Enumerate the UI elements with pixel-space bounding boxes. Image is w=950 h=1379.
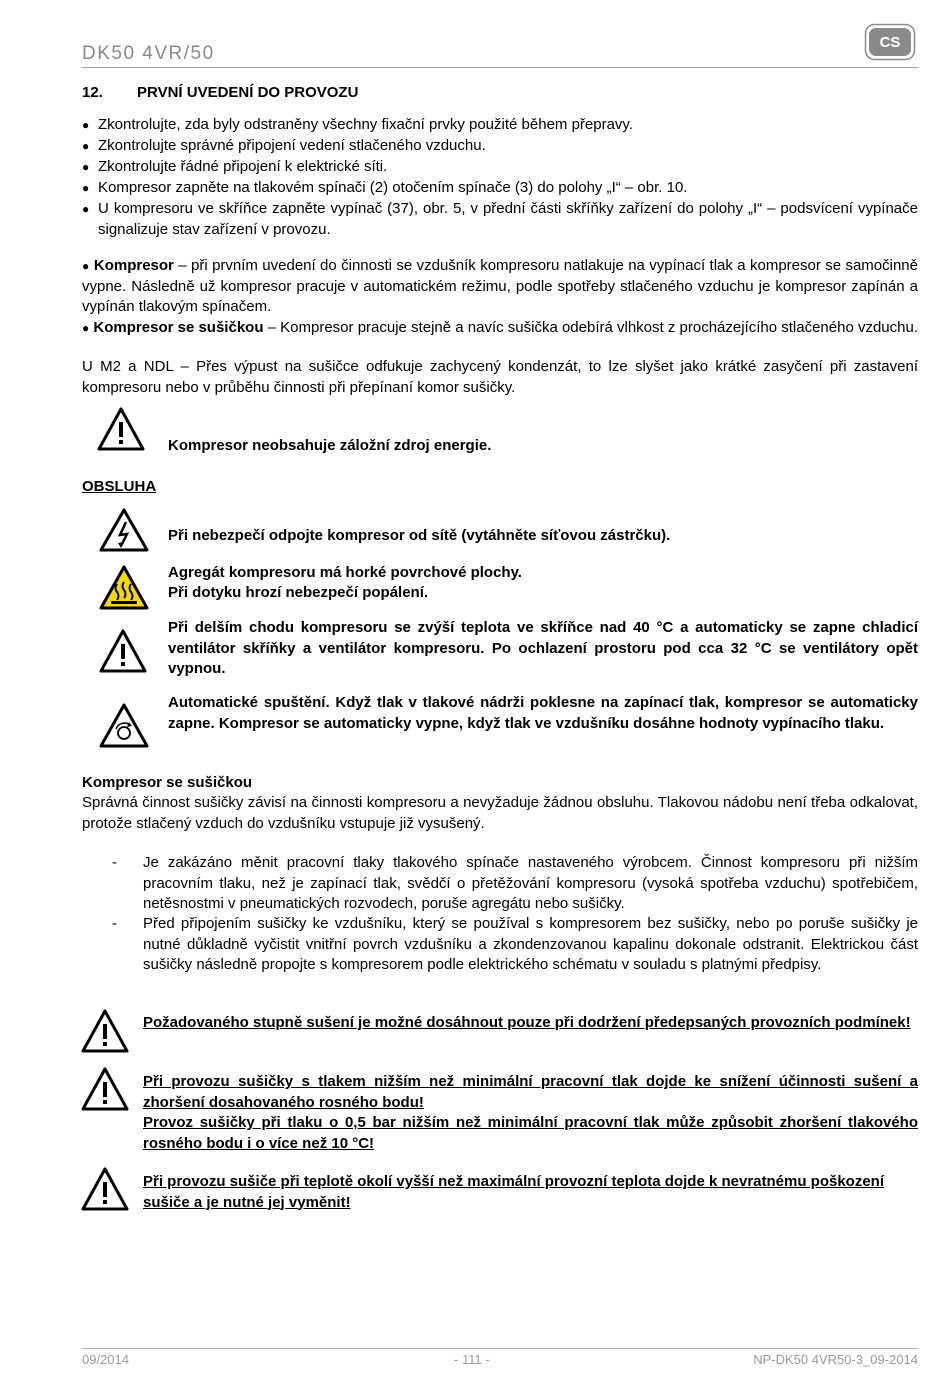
document-title: DK50 4VR/50: [82, 43, 215, 64]
hot-surface-icon: [98, 564, 150, 612]
autostart-warning: Automatické spuštění. Když tlak v tlakové nádrži poklesne na zapínací tlak, kompresor se automaticky zapne. Kompresor se automaticky vypne, když tlak ve vzdušníku dosáhne hodnoty vypínacího tlaku.: [168, 694, 918, 732]
list-item: ● Kompresor zapněte na tlakovém spínači (2) otočením spínače (3) do polohy „I“ – obr. 10.: [82, 179, 688, 196]
ambient-warning: Při provozu sušiče při teplotě okolí vyšší než maximální provozní teplota dojde k nevratnému poškození sušiče a je nutné jej vyměnit!: [143, 1173, 885, 1211]
list-item: ● U kompresoru ve skříňce zapněte vypínač (37), obr. 5, v přední části skříňky zařízení do polohy „I“ – podsvícení vypínače signalizuje stav zařízení v provozu.: [82, 200, 918, 238]
list-item: Je zakázáno měnit pracovní tlaky tlakového spínače nastaveného výrobcem. Činnost kompresoru při nižším pracovním tlaku, než je zapínací tlak, svědčí o přetěžování kompresoru (vysoká spotřeba vzduchu) spotřebičem, netěsnostmi v pneumatických rozvodech, poruše agregátu nebo sušičky.: [143, 854, 918, 912]
dryer-text: Správná činnost sušičky závisí na činnosti kompresoru a nevyžaduje žádnou obsluhu. Tlakovou nádobu není třeba odkalovat, protože stlačený vzduch do vzdušníku vstupuje již vysušený.: [82, 794, 918, 832]
electric-hazard-icon: [98, 507, 150, 553]
pressure-warning-1: Při provozu sušičky s tlakem nižším než minimální pracovní tlak dojde ke snížení účinnosti sušení a zhoršení dosahovaného rosného bodu!: [143, 1073, 918, 1111]
operation-heading: OBSLUHA: [82, 478, 157, 495]
footer-date: 09/2014: [82, 1352, 129, 1367]
compressor-paragraph: ● Kompresor – při prvním uvedení do činnosti se vzdušník kompresoru natlakuje na vypínací tlak a kompresor se samočinně vypne. Následně už kompresor pracuje v automatickém režimu, podle spotřeby stlačeného vzduchu je kompresor zapínán a vypínán tlakovým spínačem.: [82, 257, 918, 315]
footer-divider: [82, 1348, 918, 1349]
warning-icon: [96, 406, 146, 452]
temperature-warning: Při delším chodu kompresoru se zvýší teplota ve skříňce nad 40 °C a automaticky se zapne chladicí ventilátor skříňky a ventilátor kompresoru. Po ochlazení prostoru pod cca 32 °C se ventilátory opět vypnou.: [168, 619, 918, 677]
list-item: ● Zkontrolujte správné připojení vedení stlačeného vzduchu.: [82, 137, 486, 154]
section-number: 12.: [82, 84, 103, 101]
hot-surface-line2: Při dotyku hrozí nebezpečí popálení.: [168, 584, 429, 601]
warning-icon: [80, 1008, 130, 1054]
m2-paragraph: U M2 a NDL – Přes výpust na sušičce odfukuje zachycený kondenzát, to lze slyšet jako krátké zasyčení při zastavení kompresoru nebo v průběhu činnosti při přepínaní komor sušičky.: [82, 358, 918, 396]
energy-warning: Kompresor neobsahuje záložní zdroj energie.: [168, 437, 492, 454]
drying-warning: Požadovaného stupně sušení je možné dosáhnout pouze při dodržení předepsaných provozních podmínek!: [143, 1014, 911, 1031]
dryer-heading: Kompresor se sušičkou: [82, 774, 253, 791]
list-item: Před připojením sušičky ke vzdušníku, který se používal s kompresorem bez sušičky, nebo po poruše sušičky je nutné důkladně vyčistit vnitřní povrch vzdušníku a zkondenzovanou kapalinu dokonale odstranit. Elektrickou část sušičky následně propojte s kompresorem podle elektrického schématu v souladu s platnými předpisy.: [143, 915, 918, 973]
warning-icon: [98, 628, 148, 674]
list-item: ● Zkontrolujte řádné připojení k elektrické síti.: [82, 158, 388, 175]
pressure-warning-2: Provoz sušičky při tlaku o 0,5 bar nižším než minimální pracovní tlak může způsobit zhoršení tlakového rosného bodu i o více než 10 °C!: [143, 1114, 918, 1152]
warning-icon: [80, 1066, 130, 1112]
footer-page-number: - 111 -: [454, 1352, 490, 1367]
electric-warning: Při nebezpečí odpojte kompresor od sítě (vytáhněte síťovou zástrčku).: [168, 527, 671, 544]
list-item: ● Zkontrolujte, zda byly odstraněny všechny fixační prvky použité během přepravy.: [82, 116, 633, 133]
header-divider: [82, 67, 918, 68]
warning-icon: [80, 1166, 130, 1212]
footer-doc-code: NP-DK50 4VR50-3_09-2014: [753, 1352, 918, 1367]
dash-bullet: -: [112, 854, 117, 871]
autostart-icon: [98, 702, 150, 750]
dash-bullet: -: [112, 915, 117, 932]
dryer-paragraph: ● Kompresor se sušičkou – Kompresor pracuje stejně a navíc sušička odebírá vlhkost z procházejícího stlačeného vzduchu.: [82, 319, 919, 336]
language-badge-label: CS: [879, 34, 901, 51]
section-title: PRVNÍ UVEDENÍ DO PROVOZU: [137, 84, 359, 101]
hot-surface-line1: Agregát kompresoru má horké povrchové plochy.: [168, 564, 522, 581]
language-badge: [864, 23, 916, 61]
